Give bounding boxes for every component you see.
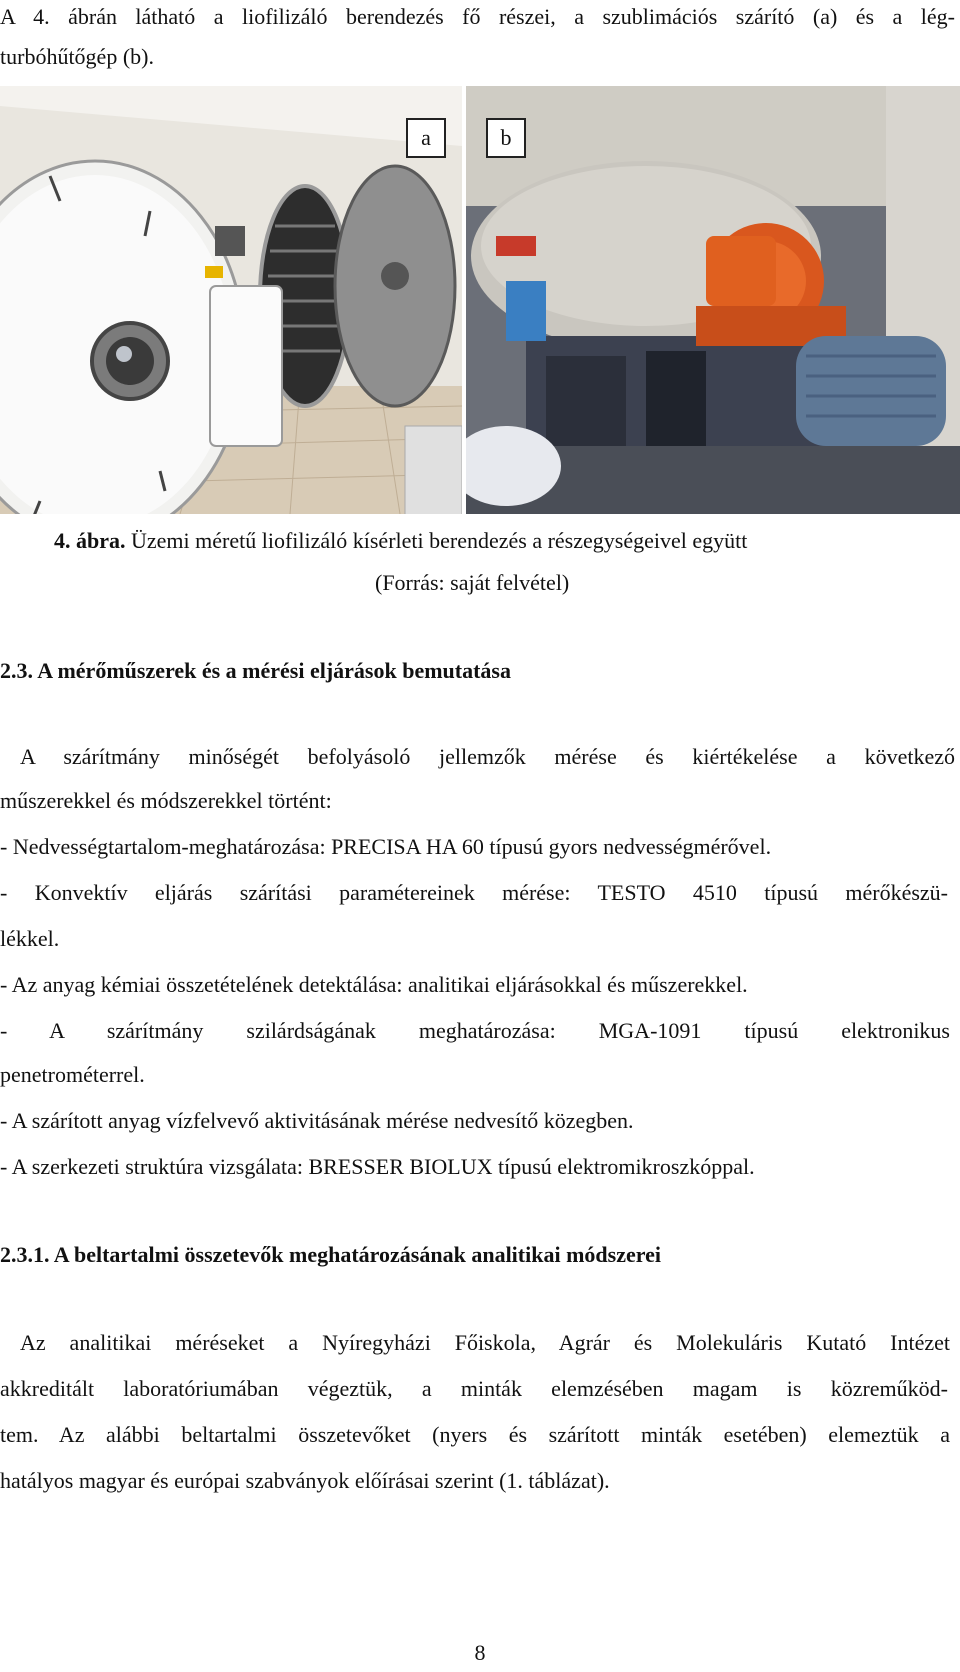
- list-item: - Konvektív eljárás szárítási paramétereinek mérése: TESTO 4510 típusú mérőkészü-: [0, 880, 948, 905]
- subsection-line: akkreditált laboratóriumában végeztük, a minták elemzésében magam is közreműköd-: [0, 1376, 948, 1401]
- list-item: lékkel.: [0, 926, 60, 951]
- figure-source: (Forrás: saját felvétel): [375, 570, 570, 595]
- page-number: 8: [474, 1640, 486, 1665]
- list-item: penetrométerrel.: [0, 1062, 145, 1087]
- list-item: - A szerkezeti struktúra vizsgálata: BRESSER BIOLUX típusú elektromikroszkóppal.: [0, 1154, 755, 1179]
- figure-label-a: a: [406, 118, 446, 158]
- air-turbo-cooler-photo: [466, 86, 960, 514]
- figure-caption-number: 4. ábra.: [54, 528, 126, 553]
- subsection-line: Az analitikai méréseket a Nyíregyházi Főiskola, Agrár és Molekuláris Kutató Intézet: [20, 1330, 950, 1355]
- subsection-line: hatályos magyar és európai szabványok előírásai szerint (1. táblázat).: [0, 1468, 610, 1493]
- intro-line-1: A 4. ábrán látható a liofilizáló berendezés fő részei, a szublimációs szárító (a) és a lég-: [0, 4, 955, 29]
- figure-4: [0, 86, 960, 514]
- freeze-dryer-photo: [0, 86, 462, 514]
- section-para-line-2: műszerekkel és módszerekkel történt:: [0, 788, 332, 813]
- list-item: - A szárítmány szilárdságának meghatározása: MGA-1091 típusú elektronikus: [0, 1018, 950, 1043]
- section-para-line-1: A szárítmány minőségét befolyásoló jellemzők mérése és kiértékelése a következő: [20, 744, 955, 769]
- figure-label-b: b: [486, 118, 526, 158]
- figure-caption-text: Üzemi méretű liofilizáló kísérleti berendezés a részegységeivel együtt: [131, 528, 748, 553]
- figure-caption: [54, 526, 747, 556]
- list-item: - Az anyag kémiai összetételének detektálása: analitikai eljárásokkal és műszerekkel.: [0, 972, 748, 997]
- list-item: - A szárított anyag vízfelvevő aktivitásának mérése nedvesítő közegben.: [0, 1108, 634, 1133]
- intro-line-2: turbóhűtőgép (b).: [0, 44, 154, 69]
- section-heading: 2.3. A mérőműszerek és a mérési eljárások bemutatása: [0, 658, 511, 683]
- list-item: - Nedvességtartalom-meghatározása: PRECISA HA 60 típusú gyors nedvességmérővel.: [0, 834, 772, 859]
- subsection-line: tem. Az alábbi beltartalmi összetevőket (nyers és szárított minták esetében) elemeztük a: [0, 1422, 950, 1447]
- subsection-heading: 2.3.1. A beltartalmi összetevők meghatározásának analitikai módszerei: [0, 1242, 661, 1267]
